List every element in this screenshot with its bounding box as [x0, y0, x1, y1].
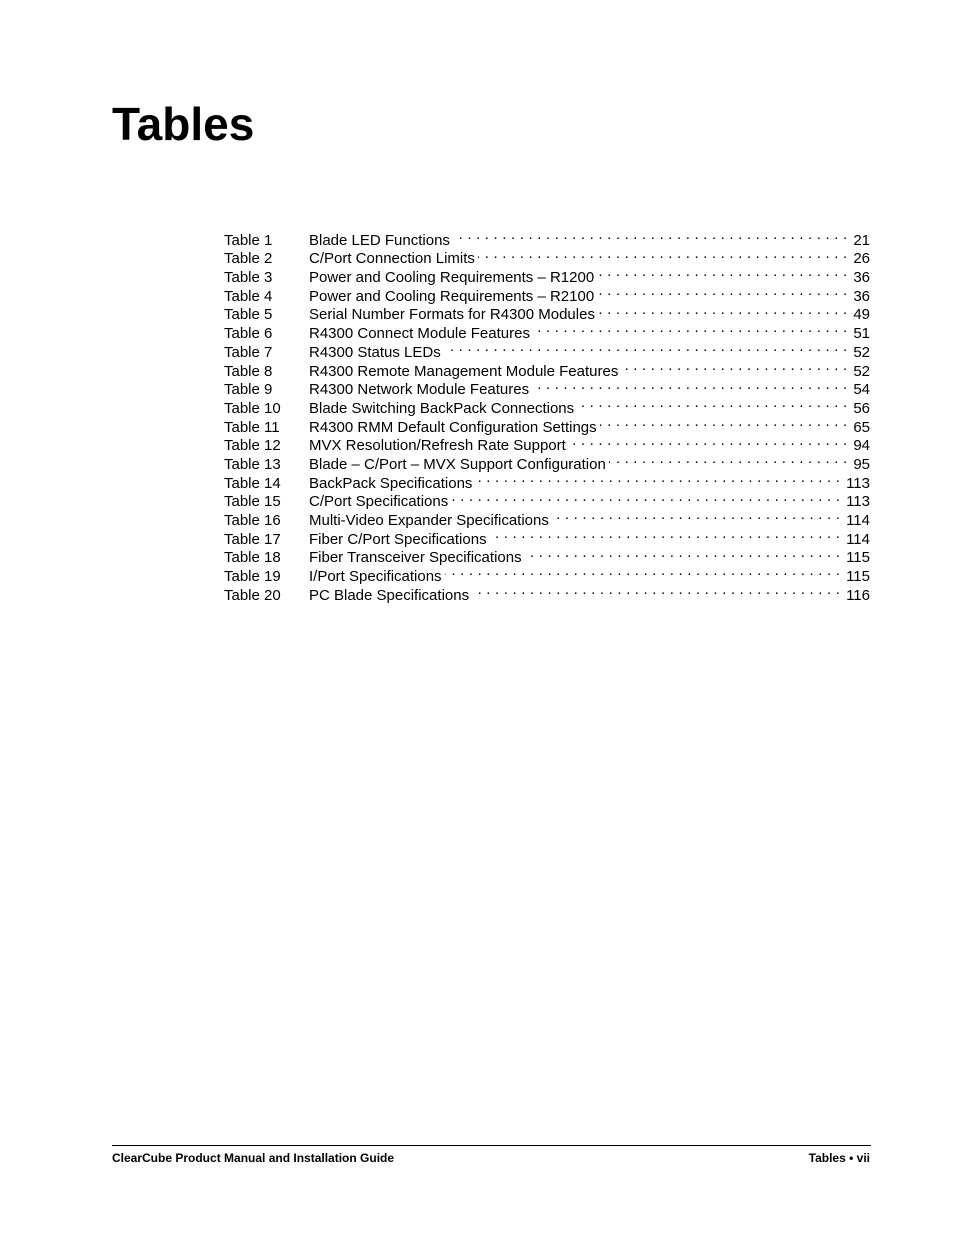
- toc-entry-title: Fiber C/Port Specifications: [309, 530, 487, 548]
- toc-entry-number: Table 18: [224, 549, 281, 567]
- toc-entry-number: Table 7: [224, 343, 273, 361]
- table-list: [224, 226, 870, 604]
- toc-entry-number: Table 14: [224, 474, 281, 492]
- toc-entry-number: Table 19: [224, 568, 281, 586]
- toc-entry-page: 54: [853, 381, 870, 399]
- toc-entry-number: Table 4: [224, 287, 273, 305]
- dot-leader: [552, 506, 840, 525]
- toc-entry-title: PC Blade Specifications: [309, 586, 470, 604]
- footer-divider: [112, 1145, 871, 1146]
- toc-entry-page: 52: [853, 362, 870, 380]
- toc-entry-title: Blade – C/Port – MVX Support Configuration: [309, 455, 606, 473]
- toc-entry-number: Table 5: [224, 306, 273, 324]
- toc-entry-title: I/Port Specifications: [309, 568, 442, 586]
- dot-leader: [525, 544, 840, 563]
- dot-leader: [597, 282, 847, 301]
- dot-leader: [598, 301, 847, 320]
- toc-entry-number: Table 10: [224, 399, 281, 417]
- dot-leader: [569, 432, 848, 451]
- toc-entry-title: BackPack Specifications: [309, 474, 473, 492]
- toc-entry-title: Fiber Transceiver Specifications: [309, 549, 522, 567]
- toc-entry-number: Table 9: [224, 381, 273, 399]
- page-title: Tables: [112, 98, 255, 150]
- toc-entry-page: 49: [853, 306, 870, 324]
- toc-entry-page: 114: [846, 512, 870, 529]
- toc-entry-1[interactable]: [224, 226, 870, 249]
- footer-document-title: ClearCube Product Manual and Installation Guide: [112, 1151, 395, 1165]
- dot-leader: [478, 245, 847, 264]
- toc-entry-title: R4300 Network Module Features: [309, 381, 530, 399]
- dot-leader: [472, 581, 840, 600]
- toc-entry-title: R4300 Remote Management Module Features: [309, 362, 619, 380]
- dot-leader: [609, 450, 847, 469]
- dot-leader: [600, 413, 848, 432]
- toc-entry-number: Table 15: [224, 493, 281, 511]
- toc-entry-page: 36: [853, 269, 870, 287]
- toc-entry-number: Table 6: [224, 325, 273, 343]
- toc-entry-title: R4300 Connect Module Features: [309, 325, 530, 343]
- toc-entry-page: 115: [846, 568, 870, 586]
- toc-entry-page: 116: [846, 586, 870, 604]
- toc-entry-title: R4300 RMM Default Configuration Settings: [309, 418, 597, 436]
- toc-entry-page: 56: [853, 399, 870, 417]
- toc-entry-number: Table 12: [224, 437, 281, 455]
- toc-entry-title: Blade Switching BackPack Connections: [309, 399, 575, 417]
- dot-leader: [577, 394, 847, 413]
- toc-entry-page: 113: [846, 474, 870, 492]
- dot-leader: [453, 226, 847, 245]
- toc-entry-number: Table 16: [224, 512, 281, 529]
- toc-entry-page: 65: [853, 418, 870, 436]
- toc-entry-page: 52: [853, 343, 870, 361]
- toc-entry-title: Power and Cooling Requirements – R2100: [309, 287, 595, 305]
- dot-leader: [597, 263, 847, 282]
- dot-leader: [621, 357, 847, 376]
- toc-entry-page: 113: [846, 493, 870, 511]
- toc-entry-page: 36: [853, 287, 870, 305]
- toc-entry-title: MVX Resolution/Refresh Rate Support: [309, 437, 566, 455]
- toc-entry-title: Serial Number Formats for R4300 Modules: [309, 306, 595, 324]
- toc-entry-title: Power and Cooling Requirements – R1200: [309, 269, 595, 287]
- dot-leader: [445, 562, 841, 581]
- dot-leader: [444, 338, 848, 357]
- toc-entry-page: 95: [853, 455, 870, 473]
- toc-entry-number: Table 1: [224, 231, 273, 249]
- toc-entry-number: Table 17: [224, 530, 281, 548]
- toc-entry-number: Table 20: [224, 586, 281, 604]
- toc-entry-page: 94: [853, 437, 870, 455]
- toc-entry-page: 26: [853, 250, 870, 268]
- toc-entry-page: 115: [846, 549, 870, 567]
- toc-entry-number: Table 2: [224, 250, 273, 268]
- toc-entry-number: Table 13: [224, 455, 281, 473]
- footer-page-label: Tables • vii: [808, 1151, 870, 1165]
- dot-leader: [490, 525, 841, 544]
- toc-entry-page: 51: [853, 325, 870, 343]
- toc-entry-number: Table 8: [224, 362, 273, 380]
- toc-entry-page: 114: [846, 530, 870, 548]
- toc-entry-page: 21: [853, 231, 870, 249]
- toc-entry-title: Multi-Video Expander Specifications: [309, 512, 549, 529]
- toc-entry-title: Blade LED Functions: [309, 231, 450, 249]
- dot-leader: [475, 469, 840, 488]
- toc-entry-number: Table 3: [224, 269, 273, 287]
- toc-entry-title: C/Port Specifications: [309, 493, 449, 511]
- dot-leader: [533, 319, 847, 338]
- toc-entry-title: R4300 Status LEDs: [309, 343, 441, 361]
- toc-entry-number: Table 11: [224, 418, 280, 436]
- toc-entry-title: C/Port Connection Limits: [309, 250, 475, 268]
- dot-leader: [532, 376, 847, 395]
- dot-leader: [451, 488, 840, 507]
